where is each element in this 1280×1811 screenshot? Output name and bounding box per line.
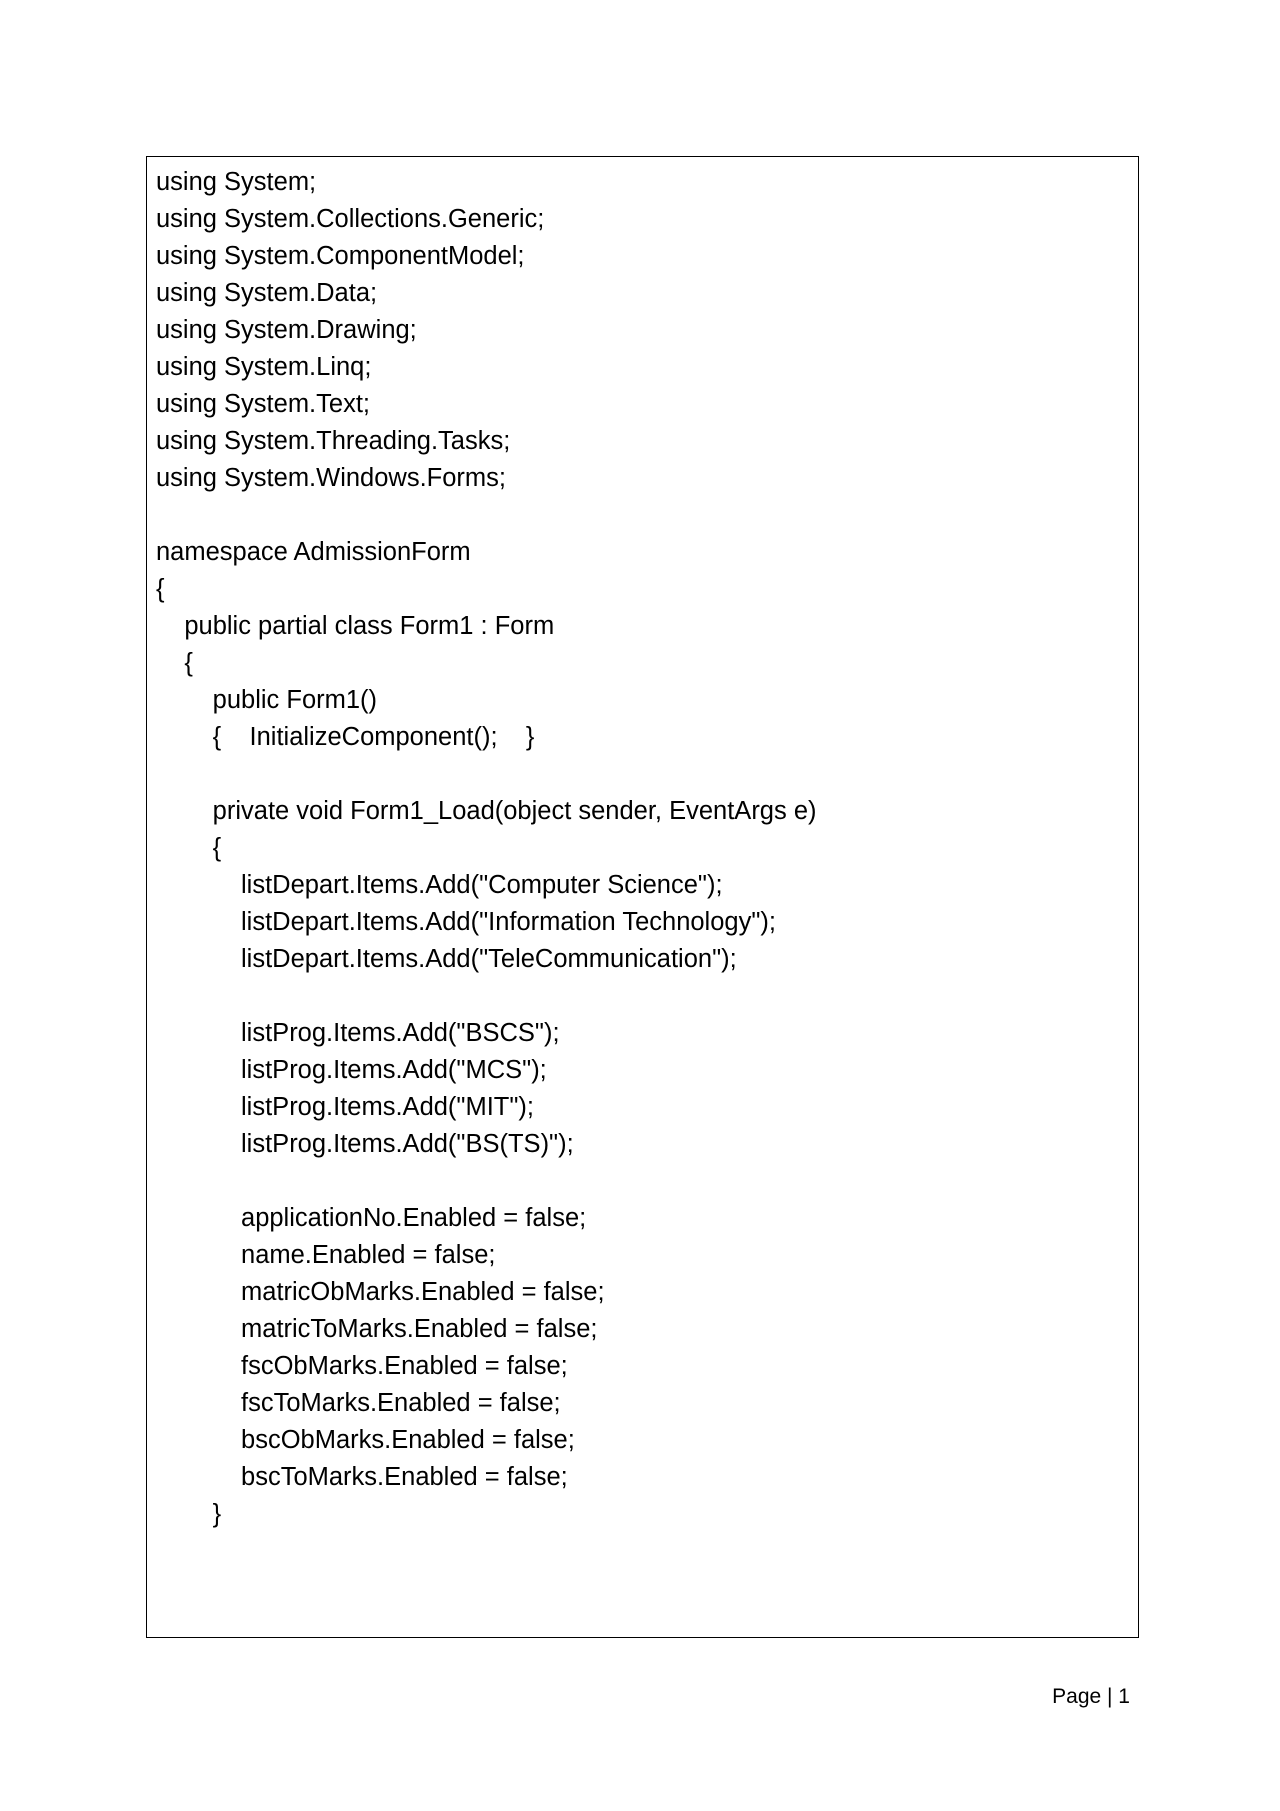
code-line: matricToMarks.Enabled = false;: [156, 1315, 598, 1343]
code-line: listDepart.Items.Add("Computer Science");: [156, 871, 723, 899]
code-line: bscObMarks.Enabled = false;: [156, 1426, 575, 1454]
code-line: fscObMarks.Enabled = false;: [156, 1352, 568, 1380]
code-line: listProg.Items.Add("MCS");: [156, 1056, 547, 1084]
code-line: using System.Collections.Generic;: [156, 205, 545, 233]
code-line: listProg.Items.Add("BS(TS)");: [156, 1130, 574, 1158]
code-line: namespace AdmissionForm: [156, 538, 471, 566]
code-line: { InitializeComponent(); }: [156, 723, 535, 751]
code-line: public Form1(): [156, 686, 378, 714]
code-line: using System.Threading.Tasks;: [156, 427, 511, 455]
code-line: {: [156, 575, 165, 603]
code-line: using System.Text;: [156, 390, 370, 418]
code-line: applicationNo.Enabled = false;: [156, 1204, 587, 1232]
code-line: [156, 497, 817, 534]
code-line: listDepart.Items.Add("Information Technology");: [156, 908, 776, 936]
code-line: {: [156, 834, 222, 862]
code-line: private void Form1_Load(object sender, EventArgs e): [156, 797, 817, 825]
code-line: name.Enabled = false;: [156, 1241, 496, 1269]
code-line: }: [156, 1500, 222, 1528]
code-listing-box: [146, 156, 1139, 1638]
code-line: bscToMarks.Enabled = false;: [156, 1463, 568, 1491]
code-listing: [156, 164, 817, 1533]
page-number: Page | 1: [1052, 1685, 1130, 1708]
code-line: fscToMarks.Enabled = false;: [156, 1389, 561, 1417]
code-line: listProg.Items.Add("MIT");: [156, 1093, 535, 1121]
code-line: using System.Drawing;: [156, 316, 417, 344]
code-line: using System;: [156, 168, 317, 196]
code-line: [156, 978, 817, 1015]
code-line: {: [156, 649, 193, 677]
code-line: using System.Data;: [156, 279, 378, 307]
code-line: listDepart.Items.Add("TeleCommunication");: [156, 945, 737, 973]
code-line: matricObMarks.Enabled = false;: [156, 1278, 605, 1306]
code-line: using System.ComponentModel;: [156, 242, 525, 270]
code-line: using System.Windows.Forms;: [156, 464, 507, 492]
code-line: [156, 1163, 817, 1200]
code-line: listProg.Items.Add("BSCS");: [156, 1019, 560, 1047]
code-line: public partial class Form1 : Form: [156, 612, 555, 640]
code-line: using System.Linq;: [156, 353, 372, 381]
code-line: [156, 756, 817, 793]
